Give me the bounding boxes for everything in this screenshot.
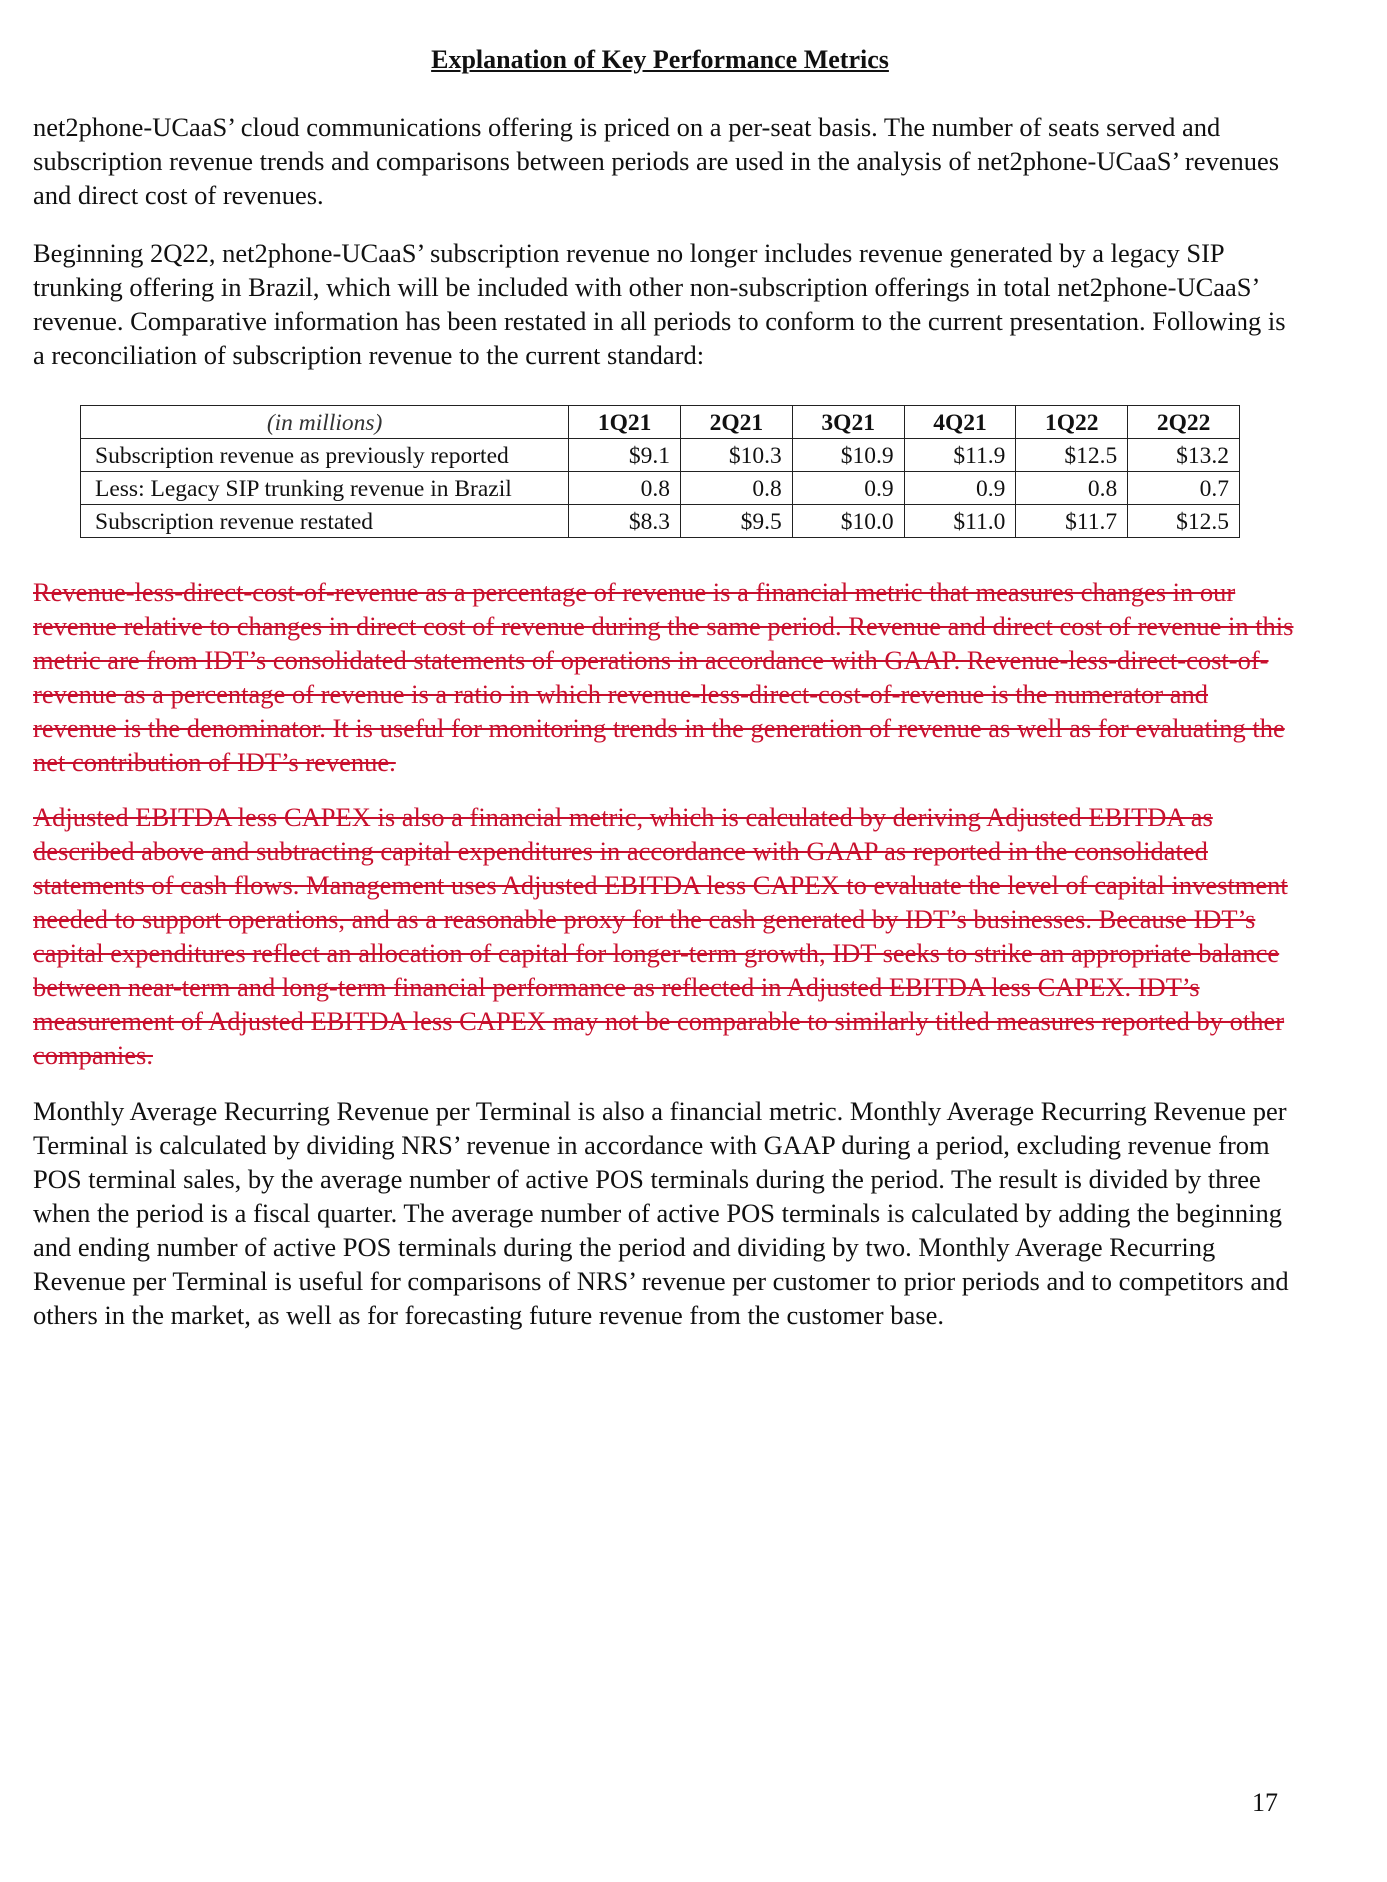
paragraph-seats-pricing: net2phone-UCaaS’ cloud communications offering is priced on a per-seat basis. The number of seats served and subscription revenue trends and comparisons between periods are used in the analysis of net2phone-UCaaS’ revenues and direct cost of revenues.	[33, 112, 1280, 210]
table-cell: $9.1	[569, 439, 681, 472]
column-header: 4Q21	[904, 406, 1016, 439]
table-cell: $10.3	[681, 439, 793, 472]
subscription-revenue-reconciliation-table	[80, 405, 1240, 538]
table-cell: $9.5	[681, 505, 793, 538]
table-row	[81, 472, 1240, 505]
table-row	[81, 439, 1240, 472]
paragraph-subscription-restatement: Beginning 2Q22, net2phone-UCaaS’ subscription revenue no longer includes revenue generated by a legacy SIP trunking offering in Brazil, which will be included with other non-subscription offerings in total net2phone-UCaaS’ revenue. Comparative information has been restated in all periods to conform to the current presentation. Following is a reconciliation of subscription revenue to the current standard:	[33, 238, 1286, 370]
deleted-paragraph-revenue-less-direct-cost: Revenue-less-direct-cost-of-revenue as a percentage of revenue is a financial metric that measures changes in our revenue relative to changes in direct cost of revenue during the same period. Revenue and direct cost of revenue in this metric are from IDT’s consolidated statements of operations in accordance with GAAP. Revenue-less-direct-cost-of-revenue as a percentage of revenue is a ratio in which revenue-less-direct-cost-of-revenue is the numerator and revenue is the denominator. It is useful for monitoring trends in the generation of revenue as well as for evaluating the net contribution of IDT’s revenue.	[33, 577, 1294, 777]
table-cell: $11.7	[1016, 505, 1128, 538]
column-header: 3Q21	[792, 406, 904, 439]
table-cell: 0.8	[681, 472, 793, 505]
table-cell: $12.5	[1016, 439, 1128, 472]
table-cell: $8.3	[569, 505, 681, 538]
table-cell: 0.8	[1016, 472, 1128, 505]
table-cell: $11.9	[904, 439, 1016, 472]
table-units-label: (in millions)	[81, 406, 569, 439]
table-row	[81, 505, 1240, 538]
table-cell: $12.5	[1128, 505, 1240, 538]
table-cell: $10.9	[792, 439, 904, 472]
table-cell: 0.9	[792, 472, 904, 505]
page-title: Explanation of Key Performance Metrics	[431, 45, 889, 74]
paragraph-monthly-average-recurring-revenue: Monthly Average Recurring Revenue per Terminal is also a financial metric. Monthly Average Recurring Revenue per Terminal is calculated by dividing NRS’ revenue in accordance with GAAP during a period, excluding revenue from POS terminal sales, by the average number of active POS terminals during the period. The result is divided by three when the period is a fiscal quarter. The average number of active POS terminals is calculated by adding the beginning and ending number of active POS terminals during the period and dividing by two. Monthly Average Recurring Revenue per Terminal is useful for comparisons of NRS’ revenue per customer to prior periods and to competitors and others in the market, as well as for forecasting future revenue from the customer base.	[33, 1096, 1289, 1330]
table-cell: $10.0	[792, 505, 904, 538]
column-header: 1Q22	[1016, 406, 1128, 439]
page-number: 17	[1252, 1788, 1278, 1817]
deleted-paragraph-adjusted-ebitda-less-capex: Adjusted EBITDA less CAPEX is also a financial metric, which is calculated by deriving Adjusted EBITDA as described above and subtracting capital expenditures in accordance with GAAP as reported in the consolidated statements of cash flows. Management uses Adjusted EBITDA less CAPEX to evaluate the level of capital investment needed to support operations, and as a reasonable proxy for the cash generated by IDT’s businesses. Because IDT’s capital expenditures reflect an allocation of capital for longer-term growth, IDT seeks to strike an appropriate balance between near-term and long-term financial performance as reflected in Adjusted EBITDA less CAPEX. IDT’s measurement of Adjusted EBITDA less CAPEX may not be comparable to similarly titled measures reported by other companies.	[33, 802, 1288, 1070]
column-header: 2Q21	[681, 406, 793, 439]
table-cell: $11.0	[904, 505, 1016, 538]
column-header: 2Q22	[1128, 406, 1240, 439]
row-label: Subscription revenue restated	[81, 505, 569, 538]
row-label: Less: Legacy SIP trunking revenue in Brazil	[81, 472, 569, 505]
table-cell: $13.2	[1128, 439, 1240, 472]
table-cell: 0.9	[904, 472, 1016, 505]
table-header-row	[81, 406, 1240, 439]
table-cell: 0.7	[1128, 472, 1240, 505]
column-header: 1Q21	[569, 406, 681, 439]
table-cell: 0.8	[569, 472, 681, 505]
row-label: Subscription revenue as previously reported	[81, 439, 569, 472]
